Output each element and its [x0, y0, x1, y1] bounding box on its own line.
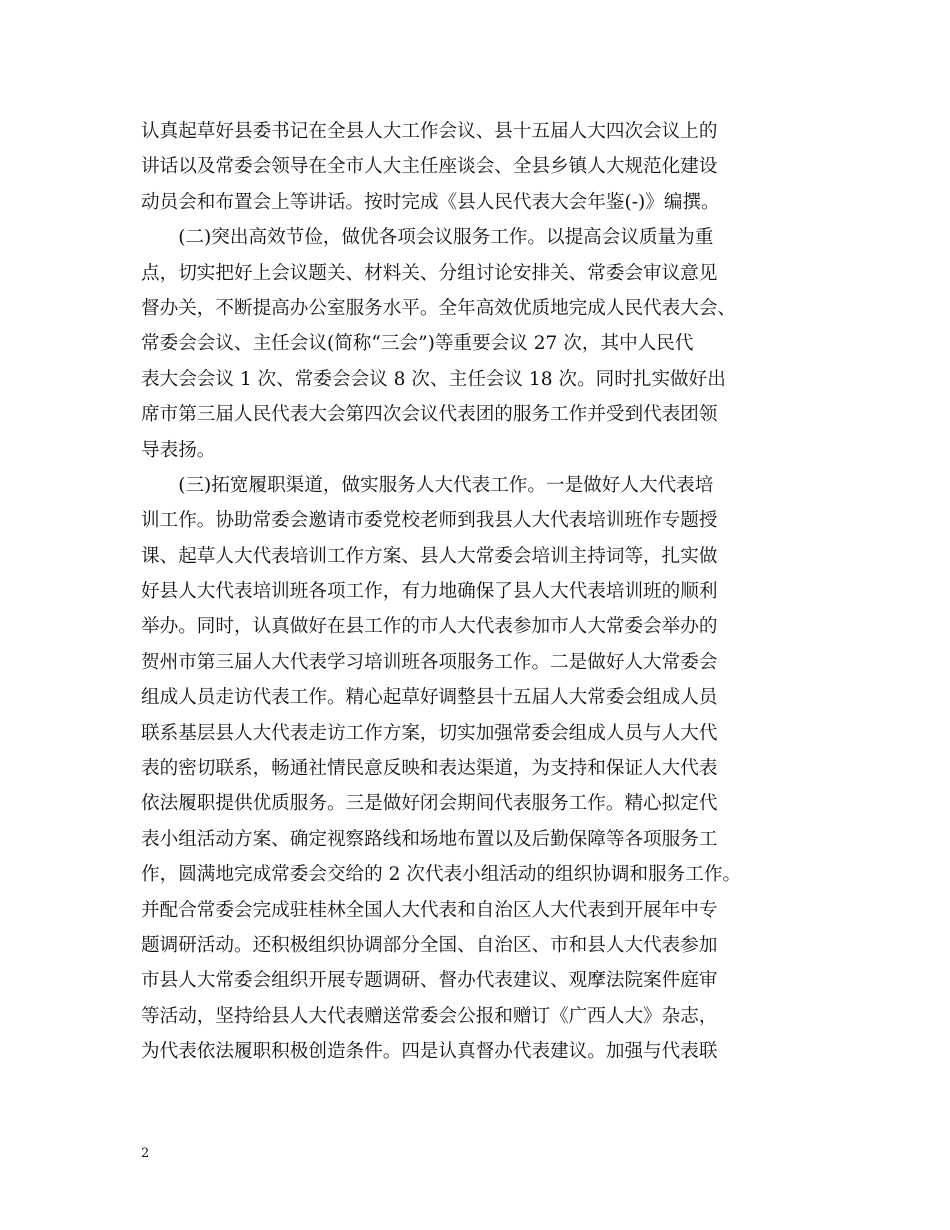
text-line: 动员会和布置会上等讲话。按时完成《县人民代表大会年鉴(-)》编撰。 [141, 191, 720, 213]
text-line: 等活动，坚持给县人大代表赠送常委会公报和赠订《广西人大》杂志， [141, 1005, 718, 1027]
text-line: 并配合常委会完成驻桂林全国人大代表和自治区人大代表到开展年中专 [141, 899, 718, 921]
text-line: 为代表依法履职积极创造条件。四是认真督办代表建议。加强与代表联 [141, 1041, 718, 1063]
text-line: 表小组活动方案、确定视察路线和场地布置以及后勤保障等各项服务工 [141, 828, 718, 850]
text-line: 题调研活动。还积极组织协调部分全国、自治区、市和县人大代表参加 [141, 934, 718, 956]
text-line: (二)突出高效节俭，做优各项会议服务工作。以提高会议质量为重 [141, 227, 714, 249]
text-line: 席市第三届人民代表大会第四次会议代表团的服务工作并受到代表团领 [141, 404, 718, 426]
text-line: 导表扬。 [141, 439, 216, 461]
text-line: 督办关，不断提高办公室服务水平。全年高效优质地完成人民代表大会、 [141, 297, 737, 319]
text-line: 表的密切联系，畅通社情民意反映和表达渠道，为支持和保证人大代表 [141, 758, 718, 780]
text-line: 课、起草人大代表培训工作方案、县人大常委会培训主持词等，扎实做 [141, 545, 718, 567]
text-line: 贺州市第三届人大代表学习培训班各项服务工作。二是做好人大常委会 [141, 651, 718, 673]
text-line: 常委会会议、主任会议(简称“三会”)等重要会议 27 次，其中人民代 [141, 333, 694, 355]
page-number: 2 [141, 1146, 150, 1161]
body-text [141, 114, 831, 1070]
text-line: 作，圆满地完成常委会交给的 2 次代表小组活动的组织协调和服务工作。 [141, 864, 742, 886]
text-line: 点，切实把好上会议题关、材料关、分组讨论安排关、常委会审议意见 [141, 262, 718, 284]
text-line: 表大会会议 1 次、常委会会议 8 次、主任会议 18 次。同时扎实做好出 [141, 368, 726, 390]
text-line: 组成人员走访代表工作。精心起草好调整县十五届人大常委会组成人员 [141, 687, 718, 709]
text-line: 好县人大代表培训班各项工作，有力地确保了县人大代表培训班的顺利 [141, 581, 718, 603]
text-line: 联系基层县人大代表走访工作方案，切实加强常委会组成人员与人大代 [141, 722, 718, 744]
text-line: (三)拓宽履职渠道，做实服务人大代表工作。一是做好人大代表培 [141, 474, 714, 496]
text-line: 讲话以及常委会领导在全市人大主任座谈会、全县乡镇人大规范化建设 [141, 156, 718, 178]
text-line: 市县人大常委会组织开展专题调研、督办代表建议、观摩法院案件庭审 [141, 970, 718, 992]
text-line: 依法履职提供优质服务。三是做好闭会期间代表服务工作。精心拟定代 [141, 793, 718, 815]
text-line: 认真起草好县委书记在全县人大工作会议、县十五届人大四次会议上的 [141, 121, 718, 142]
text-line: 举办。同时，认真做好在县工作的市人大代表参加市人大常委会举办的 [141, 616, 718, 638]
text-line: 训工作。协助常委会邀请市委党校老师到我县人大代表培训班作专题授 [141, 510, 718, 532]
